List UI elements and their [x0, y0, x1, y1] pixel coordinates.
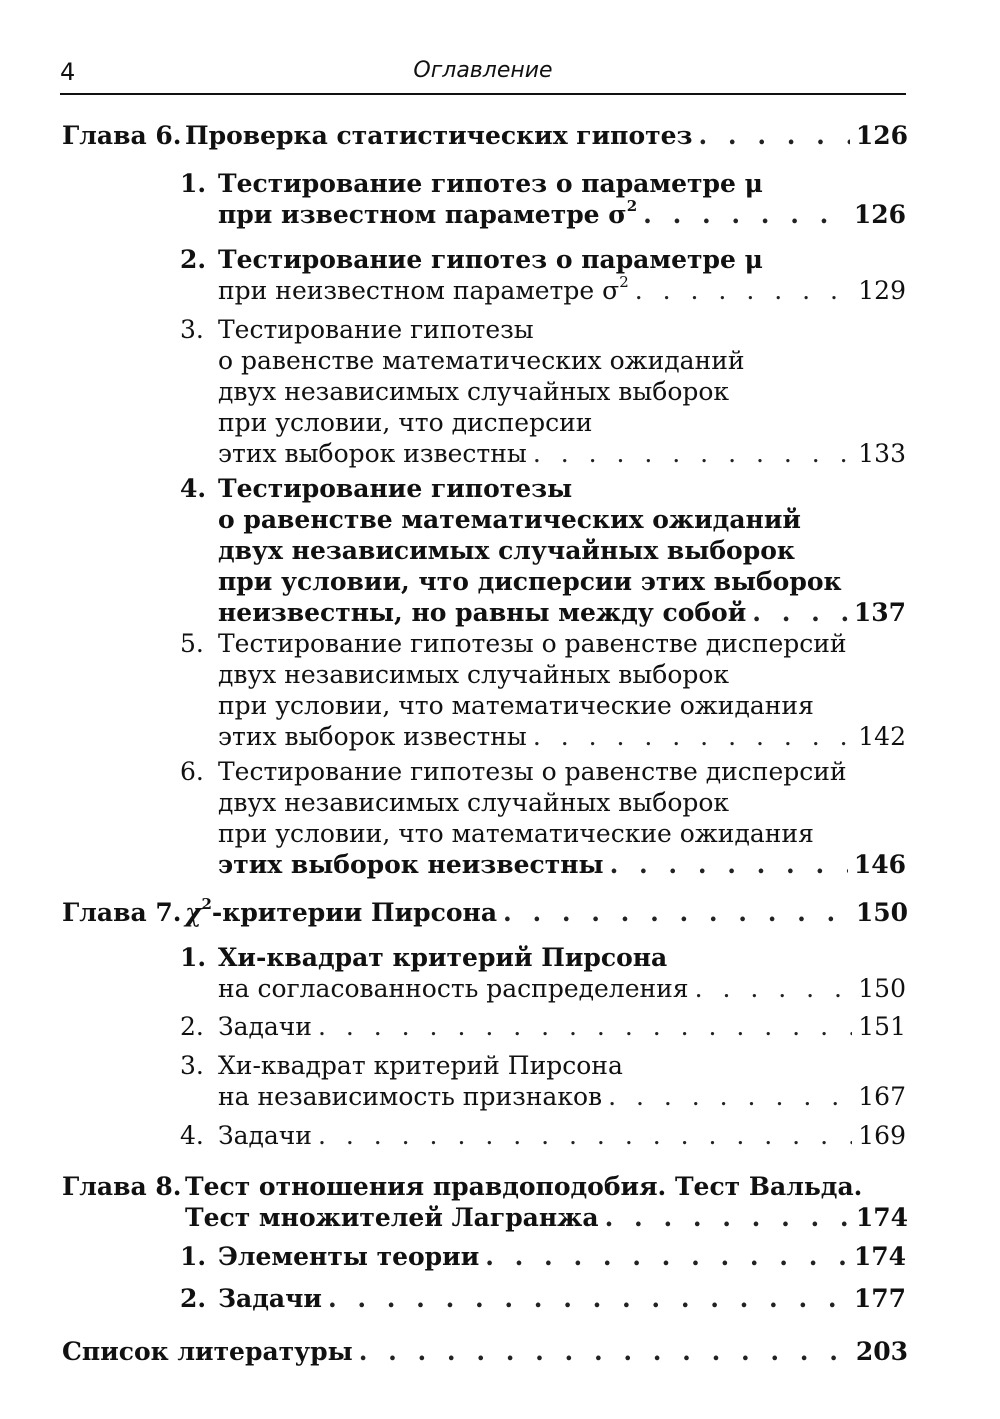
toc-section-8-2[interactable] — [180, 1283, 906, 1314]
toc-section-6-5[interactable] — [180, 628, 906, 752]
section-line: при известном параметре σ — [218, 200, 627, 229]
section-number: 2. — [180, 245, 207, 274]
superscript: 2 — [619, 273, 629, 291]
section-number: 1. — [180, 943, 207, 972]
section-number: 5. — [180, 629, 204, 658]
toc-section-6-4[interactable] — [180, 473, 906, 628]
page-ref: 137 — [853, 598, 906, 627]
toc-chapter-6[interactable] — [62, 120, 908, 151]
section-number: 6. — [180, 757, 204, 786]
page-ref: 150 — [858, 974, 906, 1003]
page-ref: 151 — [858, 1012, 906, 1041]
dot-leader — [485, 1241, 848, 1272]
section-line: Задачи — [218, 1284, 322, 1313]
section-number: 2. — [180, 1284, 207, 1313]
page-ref: 142 — [858, 722, 906, 751]
section-line: Элементы теории — [218, 1242, 480, 1271]
section-line: при условии, что дисперсии — [218, 408, 593, 437]
section-line: о равенстве математических ожиданий — [218, 505, 801, 534]
page-ref: 126 — [855, 121, 908, 150]
section-line: Тестирование гипотез о параметре μ — [218, 169, 763, 198]
toc-section-7-1[interactable] — [180, 942, 906, 1004]
section-number: 4. — [180, 1121, 204, 1150]
section-line: Хи-квадрат критерий Пирсона — [218, 943, 668, 972]
dot-leader — [328, 1283, 848, 1314]
section-line: Задачи — [218, 1012, 312, 1041]
dot-leader — [610, 849, 848, 880]
page-ref: 126 — [853, 200, 906, 229]
section-line: Тестирование гипотезы — [218, 474, 573, 503]
page-ref: 129 — [858, 276, 906, 305]
dot-leader — [608, 1081, 852, 1112]
section-line: на независимость признаков — [218, 1082, 603, 1111]
page-ref: 133 — [858, 439, 906, 468]
page-ref: 167 — [858, 1082, 906, 1111]
section-line: при условии, что математические ожидания — [218, 819, 814, 848]
section-line: двух независимых случайных выборок — [218, 377, 730, 406]
page-ref: 174 — [853, 1242, 906, 1271]
chapter-title: Тест множителей Лагранжа — [185, 1203, 599, 1232]
section-line: Тестирование гипотезы о равенстве дисперсий — [218, 757, 847, 786]
section-line: при условии, что дисперсии этих выборок — [218, 567, 842, 596]
bibliography-title: Список литературы — [62, 1337, 353, 1366]
dot-leader — [643, 199, 848, 230]
chapter-label: Глава 7. — [62, 898, 182, 927]
dot-leader — [503, 897, 850, 928]
running-title: Оглавление — [413, 58, 553, 83]
page-ref: 169 — [858, 1121, 906, 1150]
section-number: 2. — [180, 1012, 204, 1041]
superscript: 2 — [626, 197, 638, 215]
section-line: Задачи — [218, 1121, 312, 1150]
section-line: двух независимых случайных выборок — [218, 660, 730, 689]
dot-leader — [635, 275, 853, 306]
dot-leader — [318, 1120, 852, 1151]
section-line: этих выборок известны — [218, 439, 527, 468]
toc-section-8-1[interactable] — [180, 1241, 906, 1272]
superscript: 2 — [201, 895, 212, 913]
toc-section-6-2[interactable] — [180, 244, 906, 306]
section-line: при условии, что математические ожидания — [218, 691, 814, 720]
section-line: при неизвестном параметре σ — [218, 276, 620, 305]
page-number: 4 — [60, 58, 76, 86]
page-ref: 150 — [855, 898, 908, 927]
toc-section-7-2[interactable] — [180, 1011, 906, 1042]
section-line: Тестирование гипотезы — [218, 315, 534, 344]
section-line: неизвестны, но равны между собой — [218, 598, 747, 627]
section-line: на согласованность распределения — [218, 974, 689, 1003]
dot-leader — [318, 1011, 852, 1042]
chapter-label: Глава 8. — [62, 1172, 182, 1201]
section-line: этих выборок известны — [218, 722, 527, 751]
dot-leader — [752, 597, 848, 628]
toc-section-7-3[interactable] — [180, 1050, 906, 1112]
page-ref: 146 — [853, 850, 906, 879]
section-number: 1. — [180, 1242, 207, 1271]
toc-chapter-8[interactable] — [62, 1171, 908, 1233]
dot-leader — [605, 1202, 850, 1233]
section-line: Тестирование гипотез о параметре μ — [218, 245, 763, 274]
page-ref: 174 — [855, 1203, 908, 1232]
toc-section-6-3[interactable] — [180, 314, 906, 469]
toc-section-6-6[interactable] — [180, 756, 906, 880]
chapter-title: Проверка статистических гипотез — [185, 121, 693, 150]
section-line: Хи-квадрат критерий Пирсона — [218, 1051, 623, 1080]
chapter-title: Тест отношения правдоподобия. Тест Вальда. — [185, 1172, 863, 1201]
dot-leader — [533, 721, 852, 752]
toc-chapter-7[interactable] — [62, 897, 908, 928]
chi-symbol: χ — [185, 898, 202, 927]
section-number: 1. — [180, 169, 207, 198]
section-number: 3. — [180, 315, 204, 344]
chapter-label: Глава 6. — [62, 121, 182, 150]
section-line: Тестирование гипотезы о равенстве дисперсий — [218, 629, 847, 658]
dot-leader — [359, 1336, 850, 1367]
toc-bibliography[interactable] — [62, 1336, 908, 1367]
toc-section-6-1[interactable] — [180, 168, 906, 230]
dot-leader — [533, 438, 852, 469]
page-ref: 203 — [855, 1337, 908, 1366]
header-rule — [60, 93, 906, 95]
chapter-title: -критерии Пирсона — [211, 898, 498, 927]
page-ref: 177 — [853, 1284, 906, 1313]
toc-section-7-4[interactable] — [180, 1120, 906, 1151]
dot-leader — [699, 120, 850, 151]
section-line: двух независимых случайных выборок — [218, 788, 730, 817]
page-header — [60, 58, 906, 94]
section-line: двух независимых случайных выборок — [218, 536, 795, 565]
section-line: о равенстве математических ожиданий — [218, 346, 745, 375]
dot-leader — [695, 973, 853, 1004]
section-number: 3. — [180, 1051, 204, 1080]
section-line: этих выборок неизвестны — [218, 850, 604, 879]
section-number: 4. — [180, 474, 207, 503]
